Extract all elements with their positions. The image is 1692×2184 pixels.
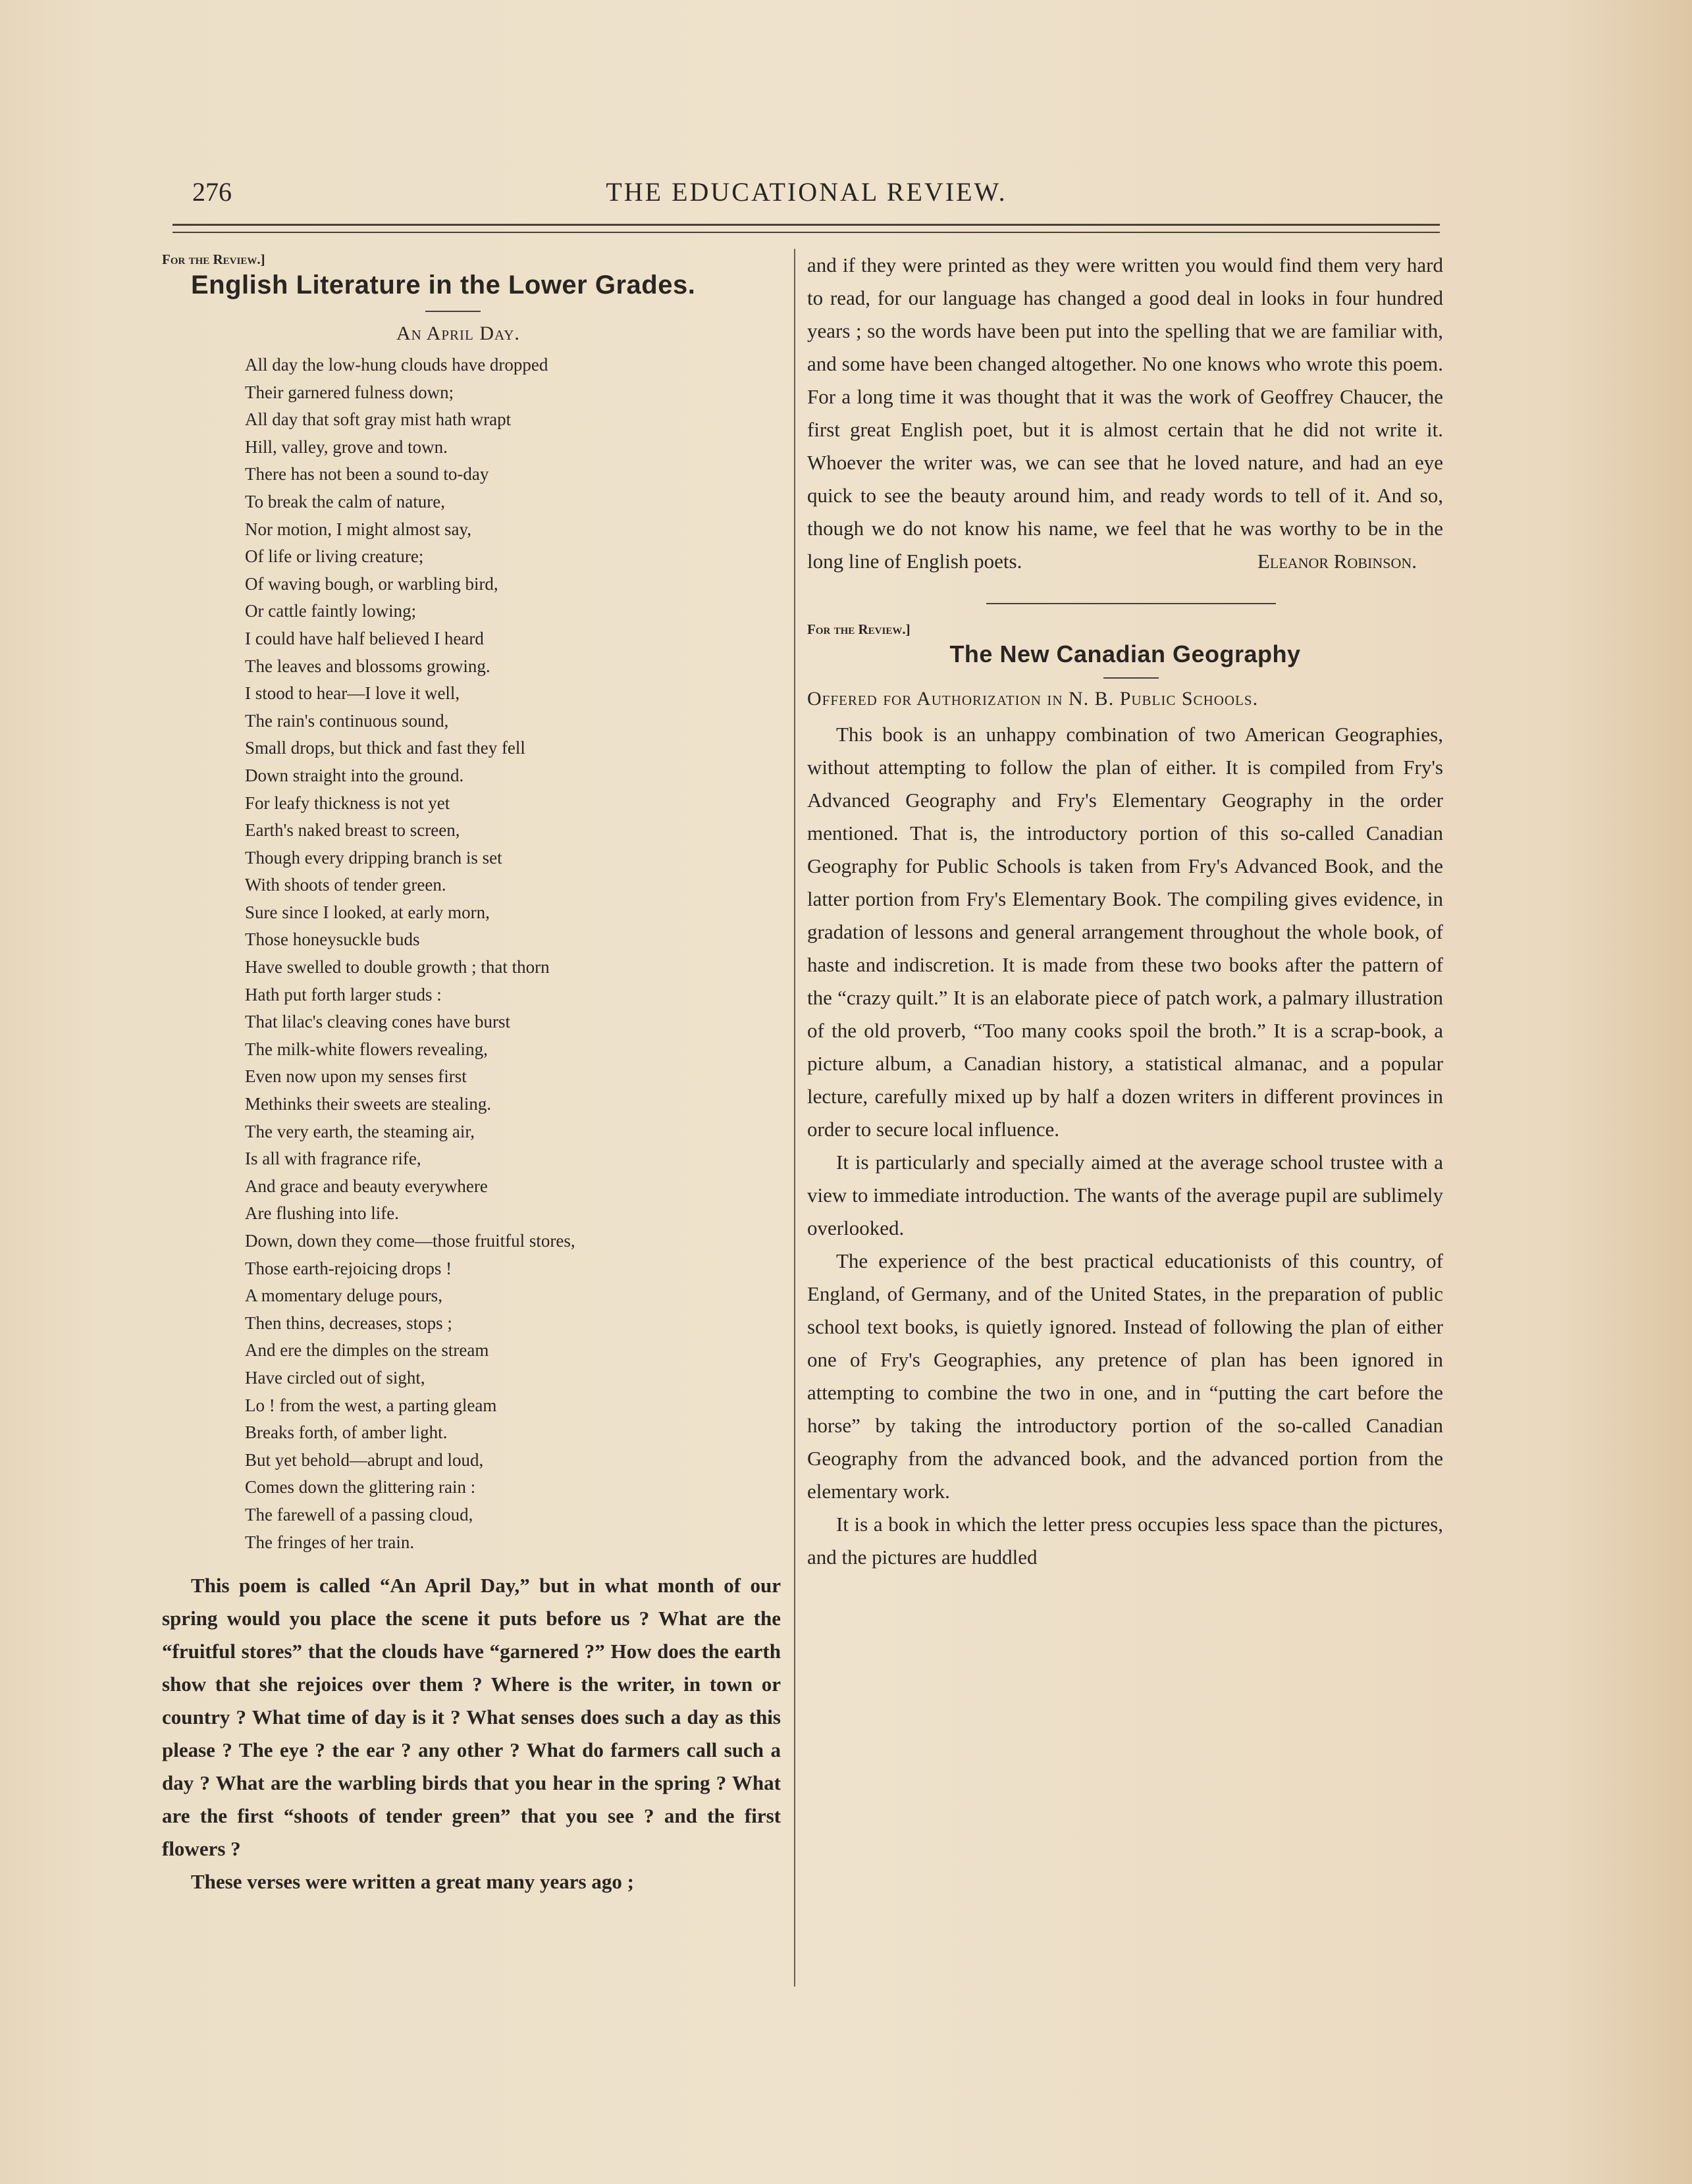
left-column [162, 249, 781, 1898]
poem-line: All day that soft gray mist hath wrapt [245, 409, 512, 430]
poem-line: Those honeysuckle buds [245, 929, 420, 950]
poem-line: The rain's continuous sound, [245, 710, 449, 731]
header-rule-secondary [172, 232, 1440, 233]
poem-line: There has not been a sound to-day [245, 464, 489, 484]
poem-line: To break the calm of nature, [245, 491, 445, 511]
section-separator [986, 603, 1276, 604]
poem-line: Hill, valley, grove and town. [245, 436, 448, 457]
poem-line: And grace and beauty everywhere [245, 1176, 488, 1196]
paragraph: This poem is called “An April Day,” but in what month of our spring would you place the scene it puts before us ? What are the “fruitful stores” that the clouds have “garnered ?” How does the earth show that she rejoices over them ? Where is the writer, in town or country ? What time of day is it ? What senses does such a day as this please ? The eye ? the ear ? any other ? What do farmers call such a day ? What are the warbling birds that you hear in the spring ? What are the first “shoots of tender green” that you see ? and the first flowers ? [162, 1574, 781, 1861]
poem-line: All day the low-hung clouds have dropped [245, 355, 548, 375]
poem-line: The very earth, the steaming air, [245, 1121, 475, 1141]
poem-line: Small drops, but thick and fast they fell [245, 738, 525, 758]
journal-title: THE EDUCATIONAL REVIEW. [606, 177, 1007, 207]
poem-line: With shoots of tender green. [245, 875, 446, 895]
article-body [807, 718, 1443, 1574]
poem-line: And ere the dimples on the stream [245, 1340, 489, 1361]
poem-line: I could have half believed I heard [245, 628, 484, 648]
poem-line: Even now upon my senses first [245, 1066, 467, 1087]
poem-line: Have swelled to double growth ; that thorn [245, 957, 550, 977]
poem-line: But yet behold—abrupt and loud, [245, 1449, 484, 1470]
poem-questions [162, 1569, 781, 1898]
poem-line: Sure since I looked, at early morn, [245, 902, 490, 922]
poem-line: Down straight into the ground. [245, 765, 464, 785]
poem-title: An April Day. [396, 323, 520, 344]
poem-line: I stood to hear—I love it well, [245, 683, 460, 704]
poem-line: Though every dripping branch is set [245, 847, 502, 868]
poem-line: Methinks their sweets are stealing. [245, 1094, 492, 1114]
title-rule [425, 311, 481, 312]
title-rule [1103, 677, 1159, 679]
paragraph: This book is an unhappy combination of two American Geographies, without attempting to follow the plan of either. It is compiled from Fry's Advanced Geography and Fry's Elementary Geography in the order mentioned. That is, the introductory portion of this so-called Canadian Geography for Public Schools is taken from Fry's Advanced Book, and the latter portion from Fry's Elementary Book. The compiling gives evidence, in gradation of lessons and general arrangement throughout the whole book, of haste and indiscretion. It is made from these two books after the pattern of the “crazy quilt.” It is an elaborate piece of patch work, a palmary illustration of the old proverb, “Too many cooks spoil the broth.” It is a scrap-book, a picture album, a Canadian history, a statistical almanac, and a popular lecture, carefully mixed up by half a dozen writers in different provinces in order to secure local influence. [807, 723, 1443, 1141]
poem-line: Of life or living creature; [245, 546, 424, 567]
poem-line: Have circled out of sight, [245, 1367, 425, 1388]
paragraph: and if they were printed as they were written you would find them very hard to read, for our language has changed a good deal in looks in four hundred years ; so the words have been put into the spelling that we are familiar with, and some have been changed altogether. No one knows who wrote this poem. For a long time it was thought that it was the work of Geoffrey Chaucer, the first great English poet, but it is almost certain that he did not write it. Whoever the writer was, we can see that he loved nature, and had an eye quick to see the beauty around him, and ready words to tell of it. And so, though we do not know his name, we feel that he was worthy to be in the long line of English poets. [807, 253, 1443, 573]
poem-line: The fringes of her train. [245, 1532, 415, 1552]
author-signature: Eleanor Robinson. [1257, 550, 1417, 573]
right-column [807, 249, 1443, 1574]
paragraph: It is particularly and specially aimed at the average school trustee with a view to immediate introduction. The wants of the average pupil are sublimely overlooked. [807, 1151, 1443, 1239]
for-review-label: For the Review.] [807, 621, 911, 637]
column-divider [794, 249, 795, 1987]
poem [245, 351, 781, 1556]
poem-line: Breaks forth, of amber light. [245, 1422, 448, 1443]
poem-line: Is all with fragrance rife, [245, 1149, 421, 1169]
article-title-canadian-geography: The New Canadian Geography [949, 640, 1301, 667]
poem-line: The milk-white flowers revealing, [245, 1039, 488, 1059]
poem-line: The farewell of a passing cloud, [245, 1504, 473, 1524]
poem-line: Comes down the glittering rain : [245, 1477, 476, 1497]
header-rule [172, 224, 1440, 226]
paragraph: It is a book in which the letter press occupies less space than the pictures, and the pictures are huddled [807, 1513, 1443, 1569]
poem-line: For leafy thickness is not yet [245, 793, 450, 813]
poem-line: Hath put forth larger studs : [245, 984, 442, 1004]
page-number: 276 [192, 177, 232, 207]
poem-line: That lilac's cleaving cones have burst [245, 1012, 510, 1032]
article-subtitle: Offered for Authorization in N. B. Public Schools. [807, 688, 1259, 710]
poem-line: Of waving bough, or warbling bird, [245, 573, 498, 594]
for-review-label: For the Review.] [162, 251, 265, 267]
poem-line: Are flushing into life. [245, 1203, 399, 1224]
poem-line: Lo ! from the west, a parting gleam [245, 1395, 497, 1415]
poem-line: A momentary deluge pours, [245, 1286, 442, 1306]
article-continuation [807, 249, 1443, 578]
poem-line: The leaves and blossoms growing. [245, 656, 490, 676]
poem-line: Their garnered fulness down; [245, 382, 454, 402]
poem-line: Down, down they come—those fruitful stores, [245, 1231, 575, 1251]
poem-line: Or cattle faintly lowing; [245, 601, 417, 621]
paragraph: The experience of the best practical educationists of this country, of England, of Germany, and of the United States, in the preparation of public school text books, is quietly ignored. Instead of following the plan of either one of Fry's Geographies, any pretence of plan has been ignored in attempting to combine the two in one, and in “putting the cart before the horse” by taking the introductory portion of the so-called Canadian Geography from the advanced book, and the advanced portion from the elementary work. [807, 1249, 1443, 1503]
page-header [171, 172, 1442, 212]
poem-line: Nor motion, I might almost say, [245, 519, 471, 539]
paragraph: These verses were written a great many years ago ; [191, 1870, 634, 1894]
poem-line: Those earth-rejoicing drops ! [245, 1258, 452, 1278]
article-title-english-literature: English Literature in the Lower Grades. [191, 271, 696, 299]
poem-line: Then thins, decreases, stops ; [245, 1313, 452, 1333]
poem-line: Earth's naked breast to screen, [245, 820, 460, 841]
